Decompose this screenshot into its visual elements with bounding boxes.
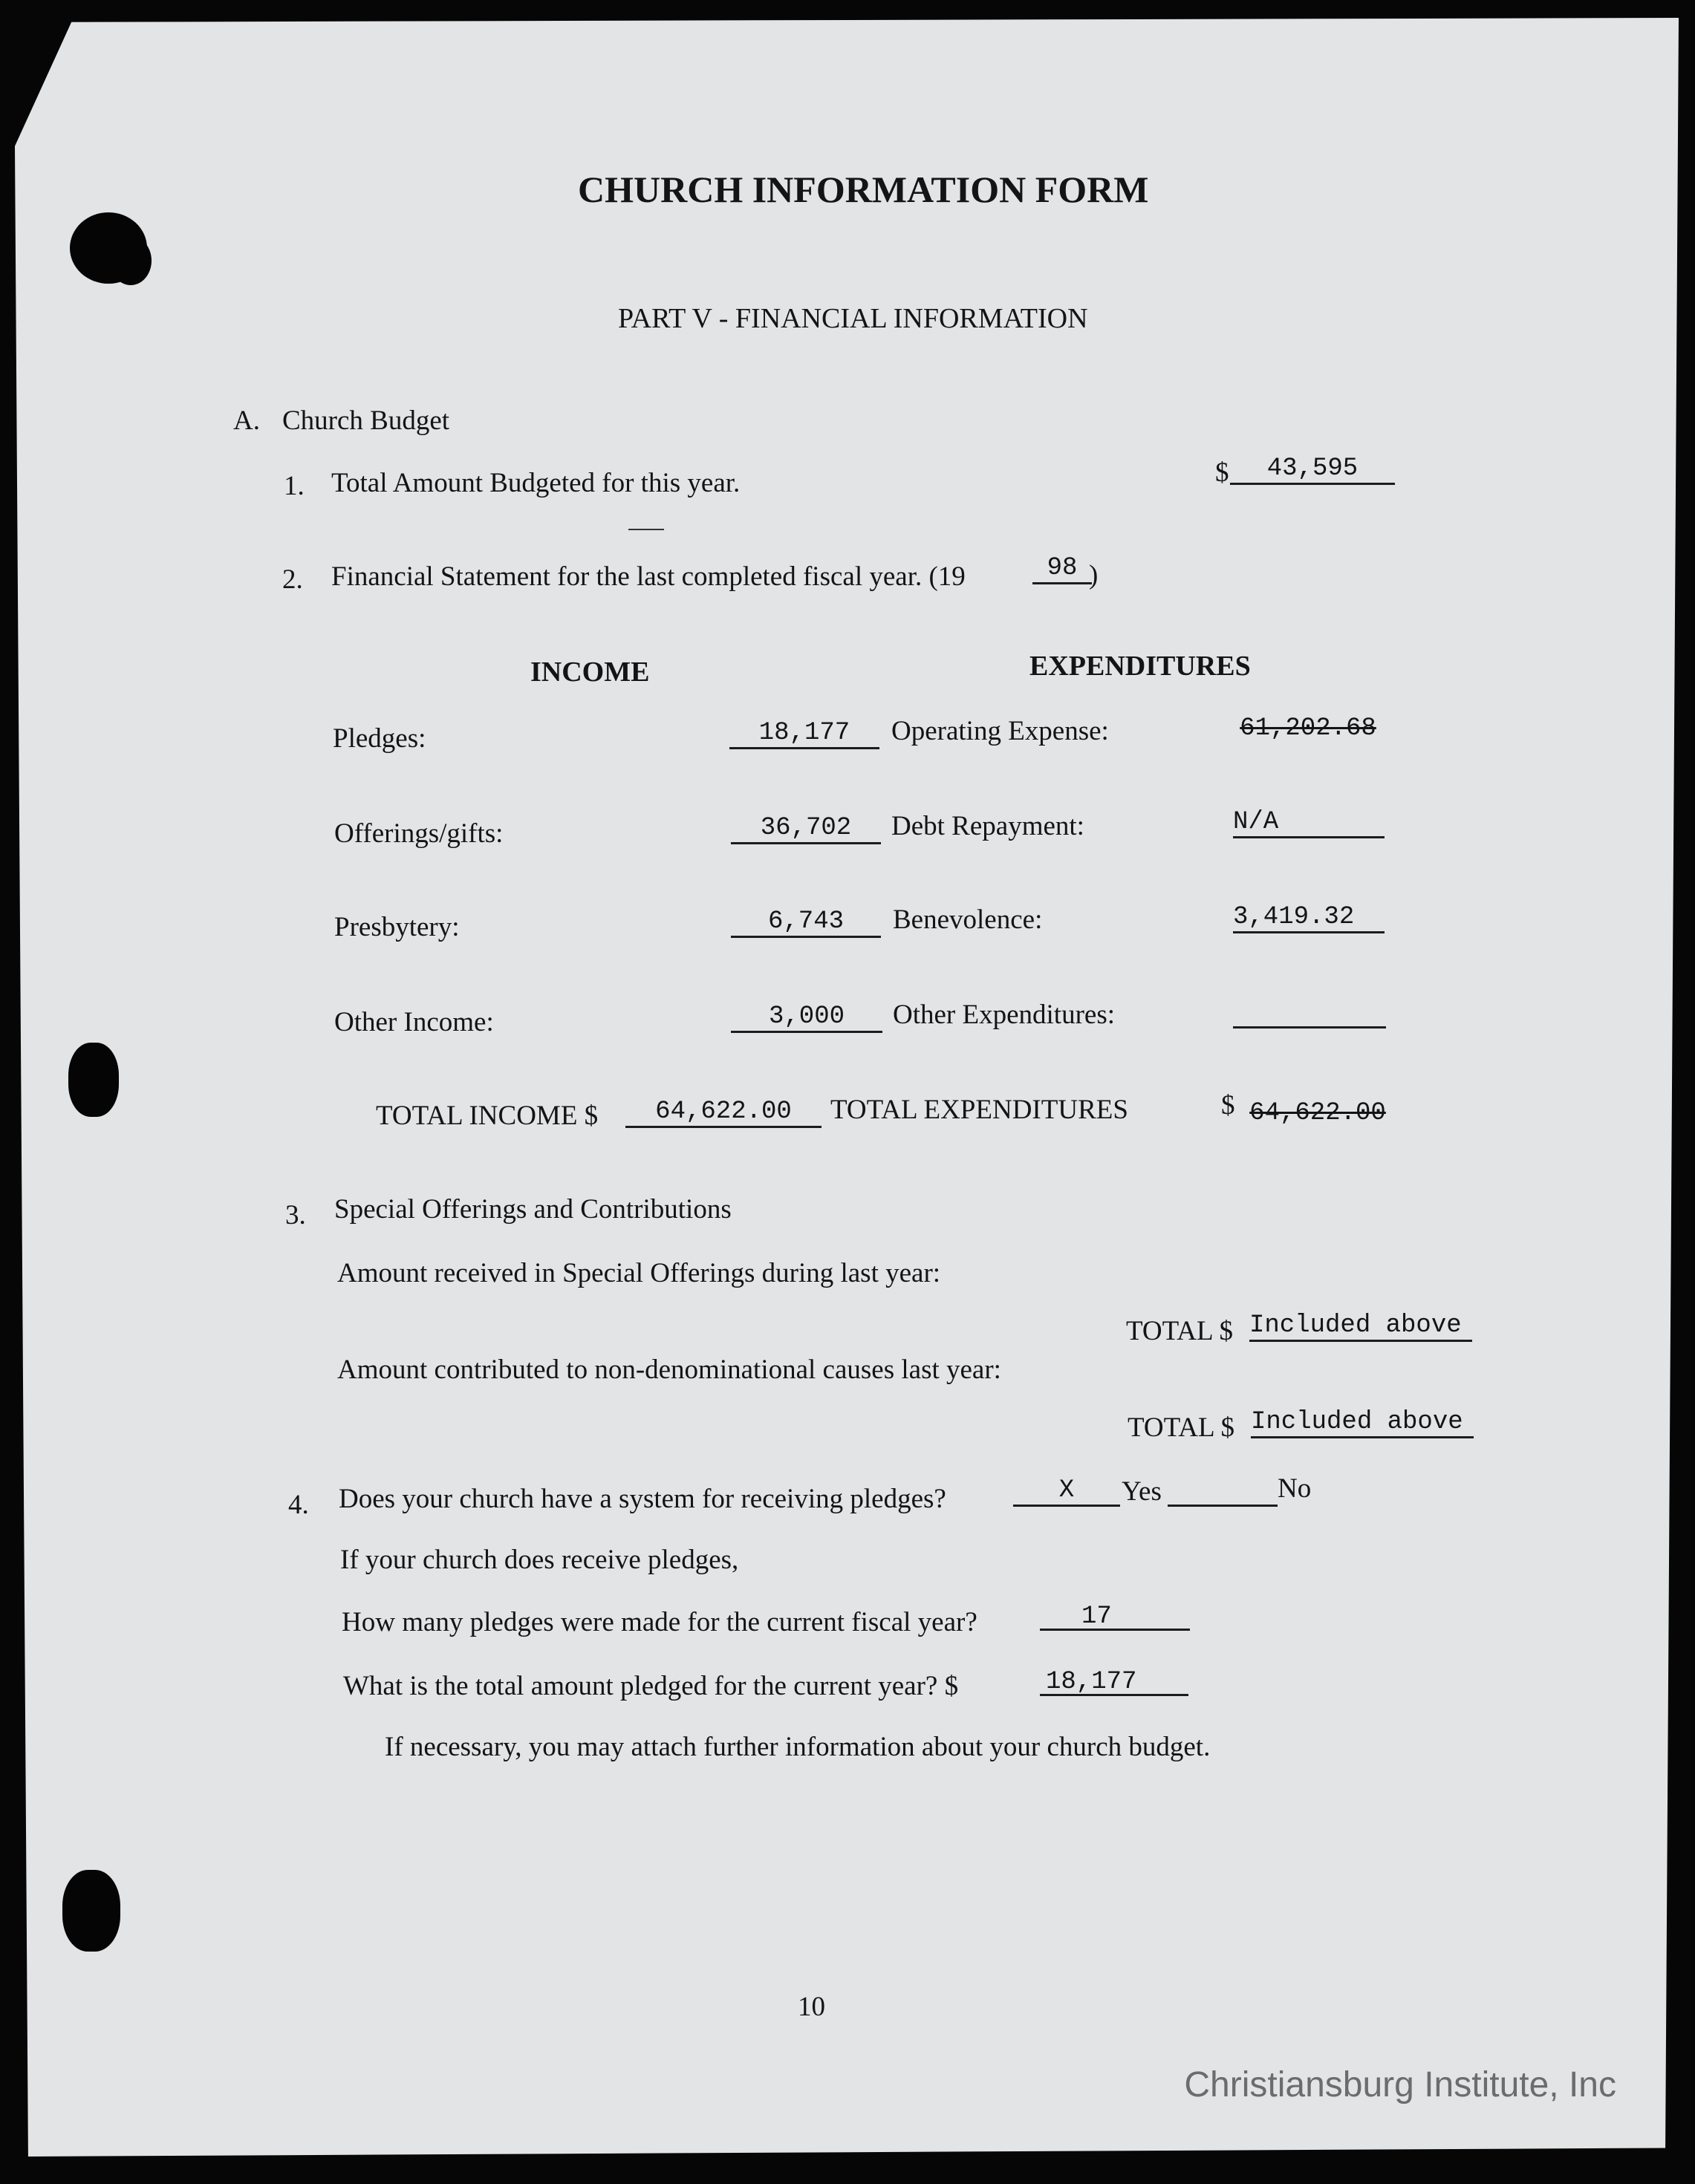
item2-number: 2. [282,564,303,595]
expenditures-heading: EXPENDITURES [1029,651,1251,682]
attach-note: If necessary, you may attach further information about your church budget. [385,1732,1211,1762]
total-pledged-label: What is the total amount pledged for the current year? $ [343,1671,959,1701]
yes-label: Yes [1122,1476,1162,1507]
presbytery-field[interactable]: 6,743 [731,907,881,938]
operating-expense-field[interactable]: 61,202.68 [1240,714,1376,743]
part-heading: PART V - FINANCIAL INFORMATION [618,303,1088,334]
item4-question: Does your church have a system for receiving pledges? [339,1484,946,1514]
total-income-field[interactable]: 64,622.00 [625,1098,822,1128]
how-many-pledges-label: How many pledges were made for the current fiscal year? [342,1607,977,1637]
no-label: No [1278,1473,1312,1504]
form-title: CHURCH INFORMATION FORM [578,169,1149,210]
if-receive-label: If your church does receive pledges, [340,1545,739,1575]
special-offerings-label: Amount received in Special Offerings during last year: [337,1258,941,1288]
offerings-field[interactable]: 36,702 [731,814,881,844]
other-expenditures-label: Other Expenditures: [893,1000,1115,1030]
special-offerings-total-field[interactable]: Included above [1249,1311,1472,1342]
page-number: 10 [798,1992,825,2022]
pledge-system-yes-field[interactable]: X [1013,1476,1120,1507]
nondenom-label: Amount contributed to non-denominational causes last year: [337,1355,1001,1385]
total-expenditures-currency: $ [1221,1090,1235,1121]
item3-label: Special Offerings and Contributions [334,1194,732,1225]
paper-sheet [15,18,1679,2157]
nondenom-total-label: TOTAL $ [1128,1412,1234,1443]
stray-dash [628,529,664,530]
fiscal-year-field[interactable]: 98 [1032,554,1092,584]
pledges-field[interactable]: 18,177 [729,719,879,749]
other-income-field[interactable]: 3,000 [731,1003,882,1033]
benevolence-label: Benevolence: [893,904,1043,935]
pledges-label: Pledges: [333,723,426,754]
debt-repayment-label: Debt Repayment: [891,811,1084,841]
other-income-label: Other Income: [334,1007,494,1037]
punch-hole-bottom [62,1870,120,1952]
section-a-letter: A. [233,405,260,436]
other-expenditures-field[interactable] [1233,998,1386,1029]
debt-repayment-field[interactable]: N/A [1233,808,1385,838]
presbytery-label: Presbytery: [334,912,460,942]
item1-currency: $ [1215,457,1229,488]
total-pledged-field[interactable]: 18,177 [1040,1668,1188,1696]
item4-number: 4. [288,1490,309,1520]
pledge-count-field[interactable]: 17 [1040,1603,1190,1631]
item2-close: ) [1089,560,1099,590]
item2-label: Financial Statement for the last completed fiscal year. (19 [331,561,966,592]
watermark: Christiansburg Institute, Inc [1184,2065,1616,2105]
pledge-system-no-field[interactable] [1168,1476,1278,1507]
total-income-label: TOTAL INCOME $ [376,1101,599,1131]
operating-expense-label: Operating Expense: [891,716,1109,746]
item1-number: 1. [284,471,305,501]
special-total-label: TOTAL $ [1126,1316,1233,1346]
punch-hole-top-notch [110,236,152,285]
offerings-label: Offerings/gifts: [334,818,504,849]
item1-label: Total Amount Budgeted for this year. [331,468,741,498]
section-a-title: Church Budget [282,405,450,436]
item3-number: 3. [285,1200,306,1230]
total-expenditures-field[interactable]: 64,622.00 [1249,1099,1386,1127]
nondenom-total-field[interactable]: Included above [1251,1408,1474,1438]
benevolence-field[interactable]: 3,419.32 [1233,903,1385,933]
budget-total-field[interactable]: 43,595 [1230,454,1395,485]
income-heading: INCOME [530,656,650,688]
punch-hole-middle [68,1043,119,1117]
total-expenditures-label: TOTAL EXPENDITURES [830,1095,1128,1125]
